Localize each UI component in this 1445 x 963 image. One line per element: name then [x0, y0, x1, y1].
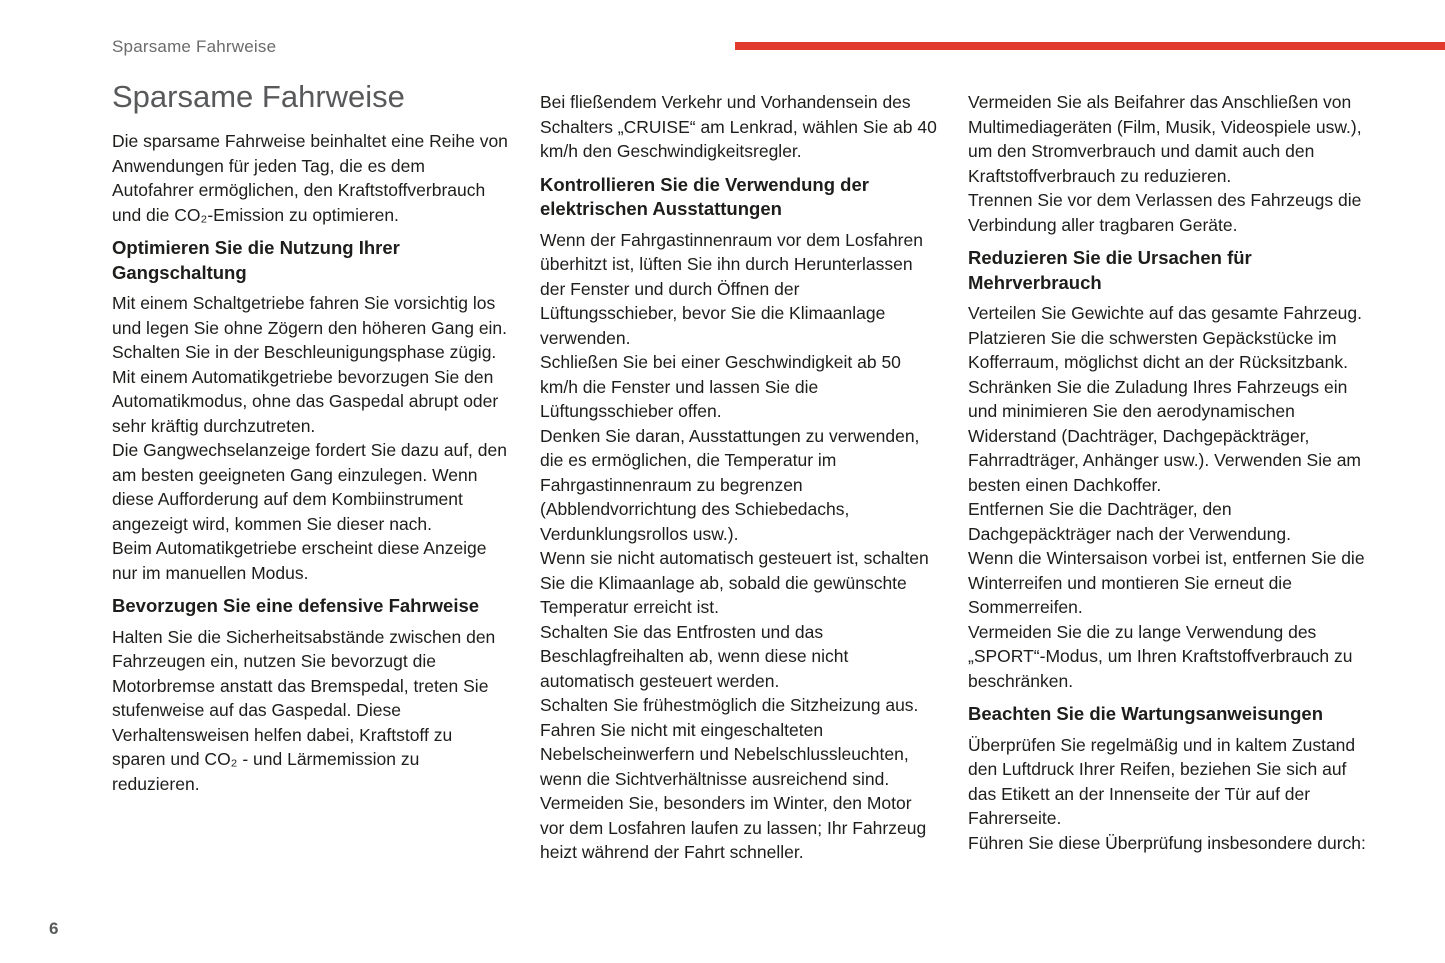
paragraph: Schalten Sie das Entfrosten und das Beschlagfreihalten ab, wenn diese nicht automatisch gesteuert werden. — [540, 621, 849, 691]
paragraph: Schalten Sie frühestmöglich die Sitzheizung aus. — [540, 695, 919, 715]
paragraph: Vermeiden Sie als Beifahrer das Anschließen von Multimediageräten (Film, Musik, Videospiele usw.), um den Stromverbrauch und damit auch den Kraftstoffverbrauch zu reduzieren. — [968, 92, 1362, 186]
paragraph: Wenn die Wintersaison vorbei ist, entfernen Sie die Winterreifen und montieren Sie erneut die Sommerreifen. — [968, 548, 1365, 617]
paragraph: Beim Automatikgetriebe erscheint diese Anzeige nur im manuellen Modus. — [112, 538, 487, 583]
content-column-1 — [112, 78, 510, 865]
section-heading: Reduzieren Sie die Ursachen für Mehrverbrauch — [968, 247, 1252, 293]
paragraph: Die sparsame Fahrweise beinhaltet eine Reihe von Anwendungen für jeden Tag, die es dem Autofahrer ermöglichen, den Kraftstoffverbrauch und die CO₂-Emission zu optimieren. — [112, 131, 508, 225]
paragraph: Bei fließendem Verkehr und Vorhandensein des Schalters „CRUISE“ am Lenkrad, wählen Sie ab 40 km/h den Geschwindigkeitsregler. — [540, 92, 937, 161]
page-number: 6 — [49, 919, 59, 938]
content-column-2 — [540, 78, 938, 865]
accent-bar — [735, 42, 1445, 50]
section-heading: Beachten Sie die Wartungsanweisungen — [968, 703, 1323, 724]
page-title: Sparsame Fahrweise — [112, 79, 405, 114]
section-heading: Optimieren Sie die Nutzung Ihrer Gangschaltung — [112, 237, 400, 283]
paragraph: Trennen Sie vor dem Verlassen des Fahrzeugs die Verbindung aller tragbaren Geräte. — [968, 190, 1362, 235]
paragraph: Die Gangwechselanzeige fordert Sie dazu auf, den am besten geeigneten Gang einzulegen. Wenn diese Aufforderung auf dem Kombiinstrument angezeigt wird, kommen Sie dieser nach. — [112, 440, 507, 534]
content-column-3 — [968, 78, 1366, 865]
section-heading: Bevorzugen Sie eine defensive Fahrweise — [112, 595, 480, 616]
paragraph: Entfernen Sie die Dachträger, den Dachgepäckträger nach der Verwendung. — [968, 499, 1291, 544]
paragraph: Überprüfen Sie regelmäßig und in kaltem Zustand den Luftdruck Ihrer Reifen, beziehen Sie sich auf das Etikett an der Innenseite der Tür auf der Fahrerseite. — [968, 734, 1356, 828]
paragraph: Mit einem Schaltgetriebe fahren Sie vorsichtig los und legen Sie ohne Zögern den höheren Gang ein. Schalten Sie in der Beschleunigungsphase zügig. — [112, 293, 508, 362]
paragraph: Schließen Sie bei einer Geschwindigkeit ab 50 km/h die Fenster und lassen Sie die Lüftungsschieber offen. — [540, 352, 901, 421]
paragraph: Vermeiden Sie die zu lange Verwendung des „SPORT“-Modus, um Ihren Kraftstoffverbrauch zu beschränken. — [968, 621, 1353, 691]
paragraph: Wenn der Fahrgastinnenraum vor dem Losfahren überhitzt ist, lüften Sie ihn durch Herunterlassen der Fenster und durch Öffnen der Lüftungsschieber, bevor Sie die Klimaanlage verwenden. — [540, 229, 923, 348]
paragraph: Denken Sie daran, Ausstattungen zu verwenden, die es ermöglichen, die Temperatur im Fahrgastinnenraum zu begrenzen (Abblendvorrichtung des Schiebedachs, Verdunklungsrollos usw.). — [540, 425, 920, 544]
paragraph: Schränken Sie die Zuladung Ihres Fahrzeugs ein und minimieren Sie den aerodynamischen Widerstand (Dachträger, Dachgepäckträger, Fahrradträger, Anhänger usw.). Verwenden Sie am besten einen Dachkoffer. — [968, 376, 1362, 495]
content-area — [112, 78, 1366, 865]
running-header: Sparsame Fahrweise — [112, 37, 277, 56]
paragraph: Fahren Sie nicht mit eingeschalteten Nebelscheinwerfern und Nebelschlussleuchten, wenn die Sichtverhältnisse ausreichend sind. — [540, 719, 909, 789]
paragraph: Vermeiden Sie, besonders im Winter, den Motor vor dem Losfahren laufen zu lassen; Ihr Fahrzeug heizt während der Fahrt schneller. — [540, 793, 927, 862]
paragraph: Wenn sie nicht automatisch gesteuert ist, schalten Sie die Klimaanlage ab, sobald die gewünschte Temperatur erreicht ist. — [540, 548, 929, 617]
paragraph: Mit einem Automatikgetriebe bevorzugen Sie den Automatikmodus, ohne das Gaspedal abrupt oder sehr kräftig durchzutreten. — [112, 366, 499, 436]
paragraph: Verteilen Sie Gewichte auf das gesamte Fahrzeug. Platzieren Sie die schwersten Gepäckstücke im Kofferraum, möglichst dicht an der Rücksitzbank. — [968, 303, 1362, 372]
paragraph: Führen Sie diese Überprüfung insbesondere durch: — [968, 832, 1366, 853]
section-heading: Kontrollieren Sie die Verwendung der elektrischen Ausstattungen — [540, 173, 869, 219]
paragraph: Halten Sie die Sicherheitsabstände zwischen den Fahrzeugen ein, nutzen Sie bevorzugt die Motorbremse anstatt das Bremspedal, treten Sie stufenweise auf das Gaspedal. Diese Verhaltensweisen helfen dabei, Kraftstoff zu sparen und CO₂ - und Lärmemission zu reduzieren. — [112, 626, 496, 794]
